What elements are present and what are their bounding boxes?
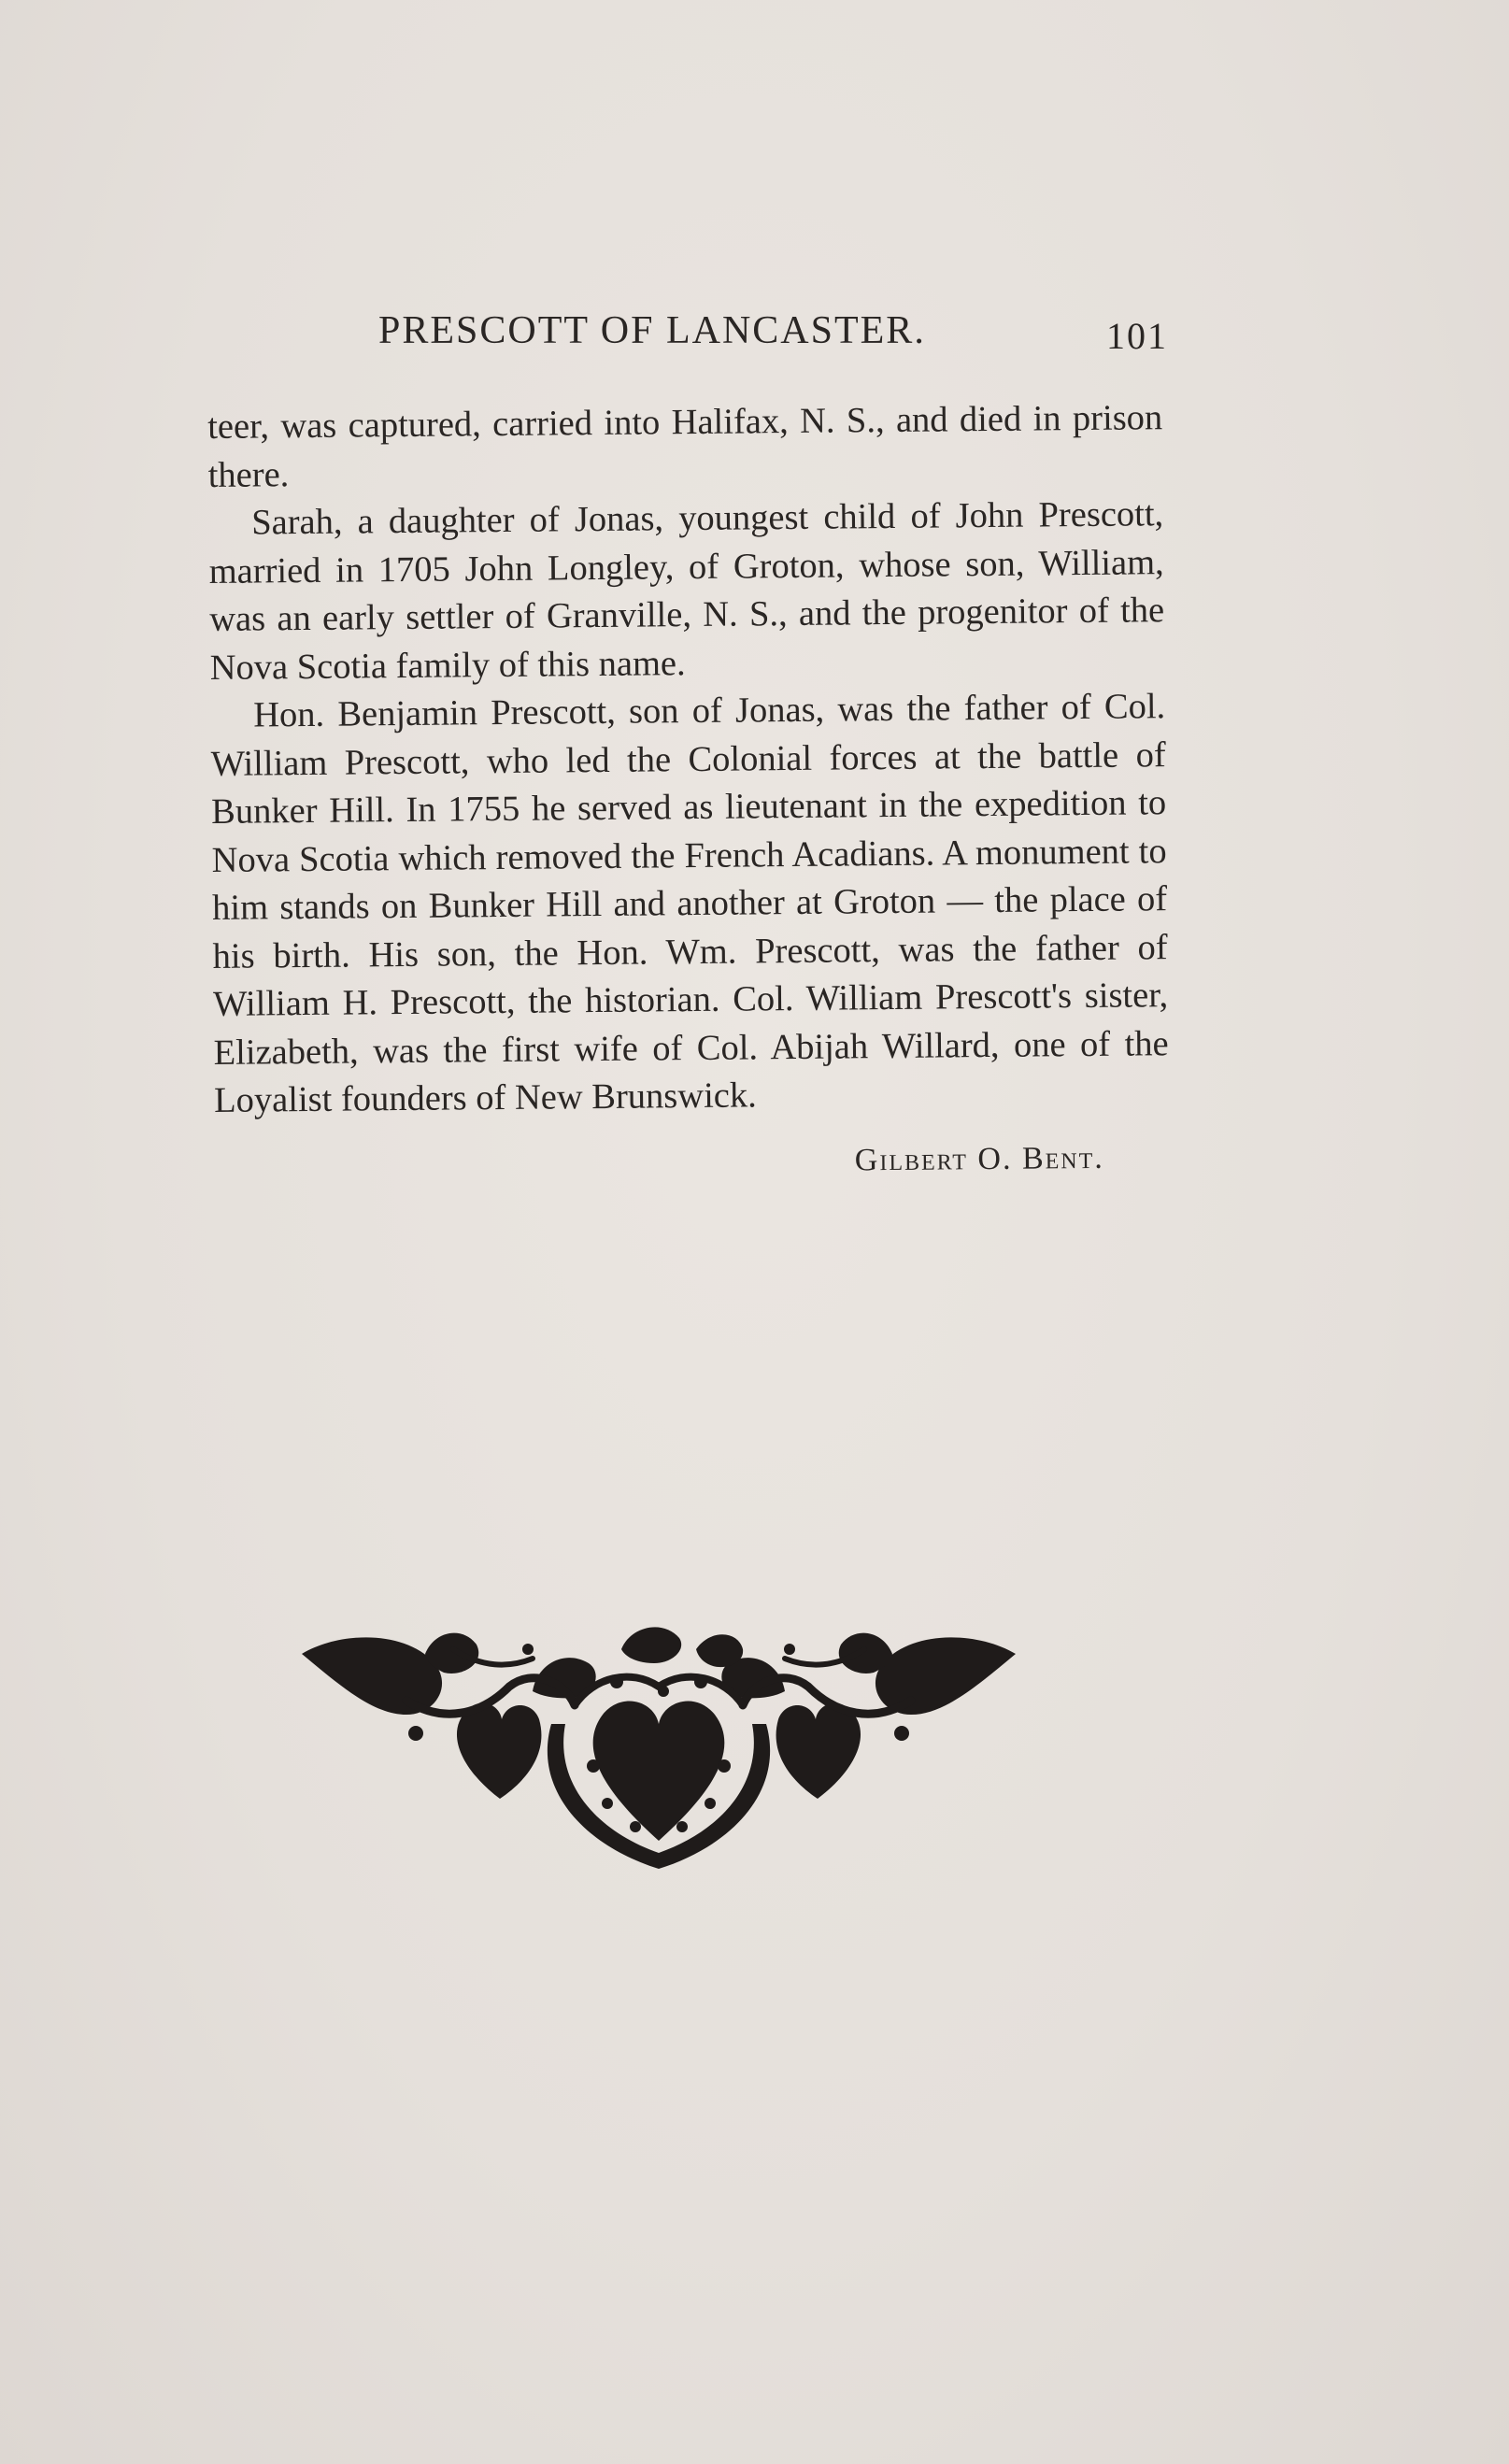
page-header xyxy=(378,308,1168,364)
page-number: 101 xyxy=(1106,315,1168,357)
running-title: PRESCOTT OF LANCASTER. xyxy=(378,309,926,352)
body-text xyxy=(207,394,1170,1190)
author-signature: Gilbert O. Bent. xyxy=(854,1140,1104,1177)
paragraph: teer, was captured, carried into Halifax, N. S., and died in prison there. xyxy=(207,398,1163,495)
paragraph: Sarah, a daughter of Jonas, youngest child of John Prescott, married in 1705 John Longley, of Groton, whose son, William, was an early settler of Granville, N. S., and the progenitor of the Nova Scotia family of this name. xyxy=(208,494,1165,688)
floral-vine-tailpiece-icon xyxy=(294,1612,1023,1892)
paragraph: Hon. Benjamin Prescott, son of Jonas, was the father of Col. William Prescott, who led the Colonial forces at the battle of Bunker Hill. In 1755 he served as lieutenant in the expedition to Nova Scotia which removed the French Acadians. A monument to him stands on Bunker Hill and another at Groton — the place of his birth. His son, the Hon. Wm. Prescott, was the father of William H. Prescott, the historian. Col. William Prescott's sister, Elizabeth, was the first wife of Col. Abijah Willard, one of the Loyalist founders of New Brunswick. xyxy=(210,687,1169,1120)
